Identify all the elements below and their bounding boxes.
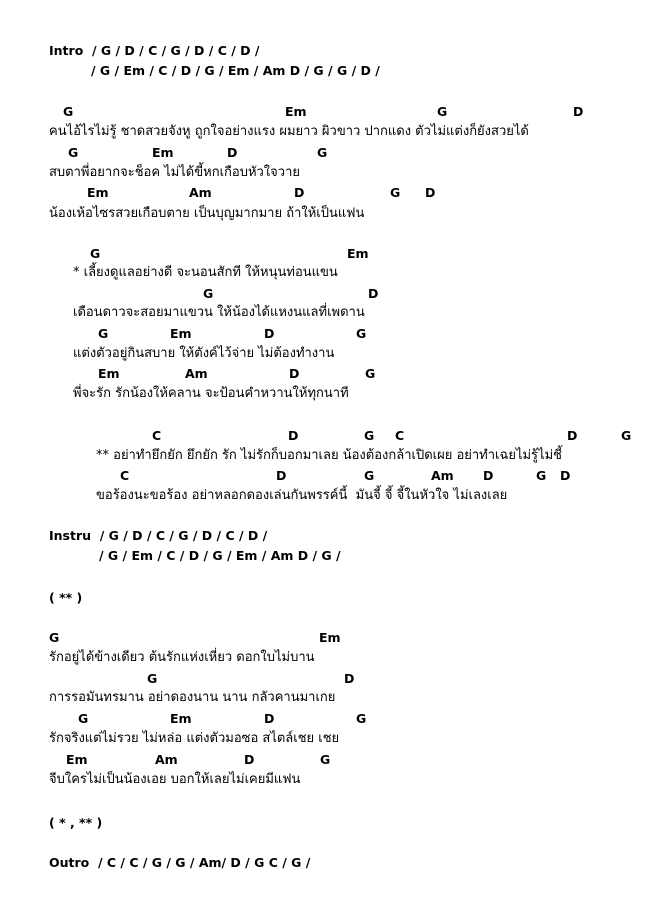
lyric-line: ** อย่าทำยึกยัก ยึกยัก รัก ไม่รักก็บอกมาเลย น้องต้องกล้าเปิดเผย อย่าทำเฉยไม่รู้ไม่ชี้ [96, 448, 562, 463]
lyric-line: แต่งตัวอยู่กินสบาย ให้ตังค์ไว้จ่าย ไม่ต้องทำงาน [73, 346, 335, 361]
lyric-line: สบตาพี่อยากจะช็อค ไม่ได้ขี้หกเกือบหัวใจวาย [49, 165, 300, 180]
chord: G [364, 428, 375, 443]
chord: G [390, 185, 401, 200]
chord: D [227, 145, 238, 160]
chord: D [573, 104, 584, 119]
instru-line-1: Instru / G / D / C / G / D / C / D / [49, 528, 268, 543]
chord: D [425, 185, 436, 200]
chord: G [49, 630, 60, 645]
chord: Am [431, 468, 454, 483]
lyric-line: เดือนดาวจะสอยมาแขวน ให้น้องได้แหงนแลที่เพดาน [73, 305, 365, 320]
chord: Em [98, 366, 120, 381]
chord: D [560, 468, 571, 483]
chord: G [365, 366, 376, 381]
outro-line: Outro / C / C / G / G / Am/ D / G C / G / [49, 855, 311, 870]
chord: Am [155, 752, 178, 767]
lyric-line: รักอยู่ได้ข้างเดียว ต้นรักแห่งเหี่ยว ดอกใบไม่บาน [49, 650, 315, 665]
chord: D [264, 326, 275, 341]
chord: D [344, 671, 355, 686]
chord: G [203, 286, 214, 301]
chord: G [356, 326, 367, 341]
chord: G [78, 711, 89, 726]
chord: Em [66, 752, 88, 767]
chord: Am [189, 185, 212, 200]
chord: G [68, 145, 79, 160]
chord: G [320, 752, 331, 767]
chord: D [483, 468, 494, 483]
chord: D [368, 286, 379, 301]
lyric-line: * เลี้ยงดูแลอย่างดี จะนอนสักที ให้หนุนท่อนแขน [73, 265, 338, 280]
chord: G [356, 711, 367, 726]
chord: Em [285, 104, 307, 119]
chord: Am [185, 366, 208, 381]
chord: Em [152, 145, 174, 160]
lyric-line: จีบใครไม่เป็นน้องเอย บอกให้เลยไม่เคยมีแฟน [49, 772, 301, 787]
lyric-line: การรอมันทรมาน อย่าดองนาน นาน กลัวคานมาเกย [49, 690, 336, 705]
chord: G [621, 428, 632, 443]
chord: D [276, 468, 287, 483]
chord: G [63, 104, 74, 119]
chord: C [395, 428, 405, 443]
chord: Em [347, 246, 369, 261]
chord: G [98, 326, 109, 341]
repeat-marker: ( ** ) [49, 590, 83, 605]
chord: G [437, 104, 448, 119]
chord: D [264, 711, 275, 726]
chord: G [90, 246, 101, 261]
intro-line-1: Intro / G / D / C / G / D / C / D / [49, 43, 260, 58]
lyric-line: รักจริงแต่ไม่รวย ไม่หล่อ แต่งตัวมอซอ สไตล์เชย เชย [49, 731, 340, 746]
intro-line-2: / G / Em / C / D / G / Em / Am D / G / G / D / [91, 63, 380, 78]
chord: C [152, 428, 162, 443]
chord: D [294, 185, 305, 200]
chord: D [288, 428, 299, 443]
chord: G [147, 671, 158, 686]
lyric-line: น้องเห้อไซรสวยเกือบตาย เป็นบุญมากมาย ถ้าให้เป็นแฟน [49, 206, 365, 221]
chord: G [364, 468, 375, 483]
chord: D [567, 428, 578, 443]
chord: G [536, 468, 547, 483]
chord: C [120, 468, 130, 483]
chord: Em [319, 630, 341, 645]
lyric-line: ขอร้องนะขอร้อง อย่าหลอกดองเล่นกันพรรค์นี้ มันจี้ จี้ จี้ในหัวใจ ไม่เลงเลย [96, 488, 508, 503]
instru-line-2: / G / Em / C / D / G / Em / Am D / G / [99, 548, 341, 563]
chord: Em [87, 185, 109, 200]
lyric-line: คนไอ้ไรไม่รู้ ชาดสวยจังหู ถูกใจอย่างแรง ผมยาว ผิวขาว ปากแดง ตัวไม่แต่งก็ยังสวยได้ [49, 124, 529, 139]
chord: G [317, 145, 328, 160]
repeat-marker: ( * , ** ) [49, 815, 103, 830]
lyric-line: พี่จะรัก รักน้องให้คลาน จะป้อนคำหวานให้ทุกนาที [73, 386, 349, 401]
chord: Em [170, 711, 192, 726]
chord: Em [170, 326, 192, 341]
chord: D [244, 752, 255, 767]
chord: D [289, 366, 300, 381]
